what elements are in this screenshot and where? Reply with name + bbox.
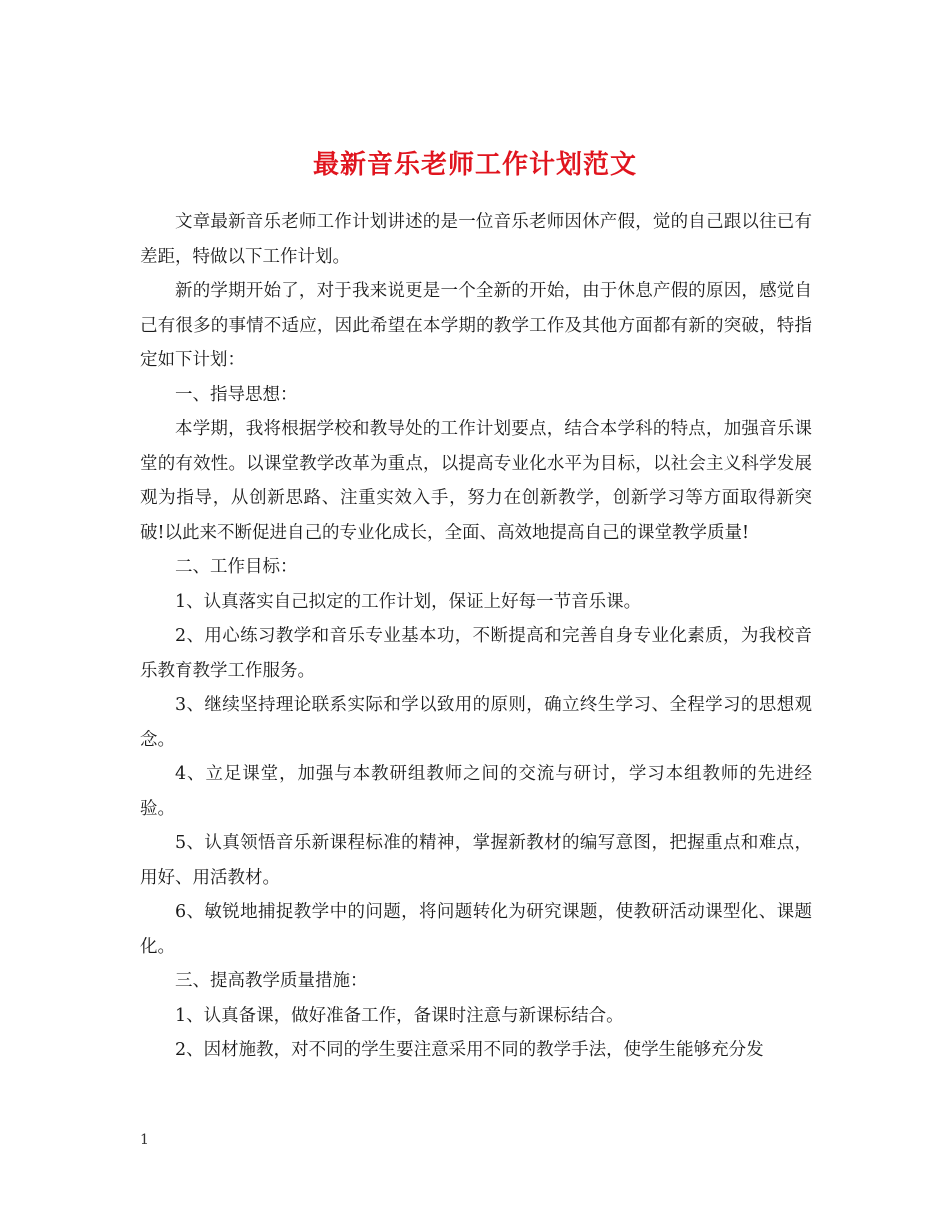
section-heading-quality-measures: 三、提高教学质量措施： (175, 971, 368, 991)
section-heading-guiding-thought: 一、指导思想： (175, 384, 298, 405)
goal-item-5: 5、认真领悟音乐新课程标准的精神，掌握新教材的编写意图，把握重点和难点，用好、用活教材。 (140, 833, 812, 888)
measure-item-1: 1、认真备课，做好准备工作，备课时注意与新课标结合。 (175, 1005, 624, 1026)
paragraph-new-semester: 新的学期开始了，对于我来说更是一个全新的开始，由于休息产假的原因，感觉自己有很多的事情不适应，因此希望在本学期的教学工作及其他方面都有新的突破，特指定如下计划： (140, 281, 812, 370)
document-body (140, 205, 812, 1068)
measure-item-2: 2、因材施教，对不同的学生要注意采用不同的教学手法，使学生能够充分发 (175, 1040, 764, 1060)
goal-item-4: 4、立足课堂，加强与本教研组教师之间的交流与研讨，学习本组教师的先进经验。 (140, 764, 812, 819)
document-title: 最新音乐老师工作计划范文 (312, 150, 637, 181)
paragraph-guiding-thought: 本学期，我将根据学校和教导处的工作计划要点，结合本学科的特点，加强音乐课堂的有效性。以课堂教学改革为重点，以提高专业化水平为目标，以社会主义科学发展观为指导，从创新思路、注重实效入手，努力在创新教学，创新学习等方面取得新突破!以此来不断促进自己的专业化成长，全面、高效地提高自己的课堂教学质量! (140, 419, 812, 543)
goal-item-3: 3、继续坚持理论联系实际和学以致用的原则，确立终生学习、全程学习的思想观念。 (140, 695, 812, 750)
section-heading-work-goals: 二、工作目标： (175, 557, 298, 577)
goal-item-2: 2、用心练习教学和音乐专业基本功，不断提高和完善自身专业化素质，为我校音乐教育教学工作服务。 (140, 626, 812, 681)
goal-item-1: 1、认真落实自己拟定的工作计划，保证上好每一节音乐课。 (175, 591, 642, 612)
page-number: 1 (140, 1132, 149, 1148)
goal-item-6: 6、敏锐地捕捉教学中的问题，将问题转化为研究课题，使教研活动课型化、课题化。 (140, 902, 812, 957)
paragraph-intro: 文章最新音乐老师工作计划讲述的是一位音乐老师因休产假，觉的自己跟以往已有差距，特做以下工作计划。 (140, 212, 812, 267)
